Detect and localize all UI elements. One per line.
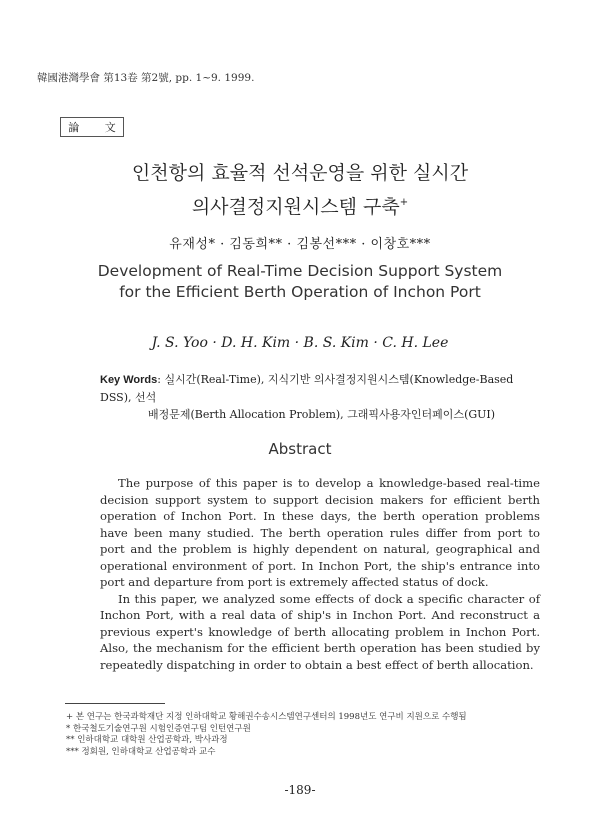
footnotes — [66, 712, 546, 758]
footnote-funding: + 본 연구는 한국과학재단 지정 인하대학교 황해권수송시스템연구센터의 1998년도 연구비 지원으로 수행됨 — [66, 712, 467, 722]
keywords-line2: 배정문제(Berth Allocation Problem), 그래픽사용자인터페이스(GUI) — [148, 408, 496, 421]
abstract-paragraph-1: The purpose of this paper is to develop a knowledge-based real-time decision support system to support decision makers for efficient berth operation of Inchon Port. In these days, the berth operation problems have been many studied. The berth operation rules differ from port to port and the problem is highly dependent on natural, geographical and operational environment of port. In Inchon Port, the ship's entrance into port and departure from port is extremely affected status of dock. — [100, 476, 540, 589]
footnote-author-1: * 한국철도기술연구원 시험인증연구팀 인턴연구원 — [66, 723, 251, 734]
korean-title-line2: 의사결정지원시스템 구축+ — [191, 196, 409, 218]
english-title — [0, 261, 600, 303]
korean-authors: 유재성* · 김동희** · 김봉선*** · 이창호*** — [169, 237, 431, 252]
korean-title — [0, 158, 600, 222]
english-title-line2: for the Efficient Berth Operation of Inchon Port — [119, 283, 481, 301]
abstract-body — [100, 475, 540, 673]
english-title-line1: Development of Real-Time Decision Support System — [97, 262, 503, 280]
english-authors: J. S. Yoo · D. H. Kim · B. S. Kim · C. H. Lee — [151, 335, 449, 351]
page-number: -189- — [284, 783, 316, 797]
footnote-author-2: ** 인하대학교 대학원 산업공학과, 박사과정 — [66, 735, 228, 745]
funding-footnote-mark: + — [399, 197, 409, 208]
keywords-line1: : 실시간(Real-Time), 지식기반 의사결정지원시스템(Knowledge-Based DSS), 선석 — [100, 373, 514, 404]
footnote-divider — [65, 703, 165, 704]
keywords-label: Key Words — [100, 374, 158, 386]
section-label: 論 文 — [60, 117, 124, 137]
footnote-author-3: *** 정회원, 인하대학교 산업공학과 교수 — [66, 746, 216, 757]
abstract-heading: Abstract — [268, 440, 332, 458]
journal-reference: 韓國港灣學會 第13卷 第2號, pp. 1~9. 1999. — [37, 72, 255, 84]
korean-title-line1: 인천항의 효율적 선석운영을 위한 실시간 — [131, 162, 469, 184]
keywords — [100, 371, 540, 423]
abstract-paragraph-2: In this paper, we analyzed some effects of dock a specific character of Inchon Port, with a real data of ship's in Inchon Port. And reconstruct a previous expert's knowledge of berth allocating problem in Inchon Port. Also, the mechanism for the efficient berth operation has been studied by repeatedly dispatching in order to obtain a best effect of berth allocation. — [100, 591, 540, 672]
